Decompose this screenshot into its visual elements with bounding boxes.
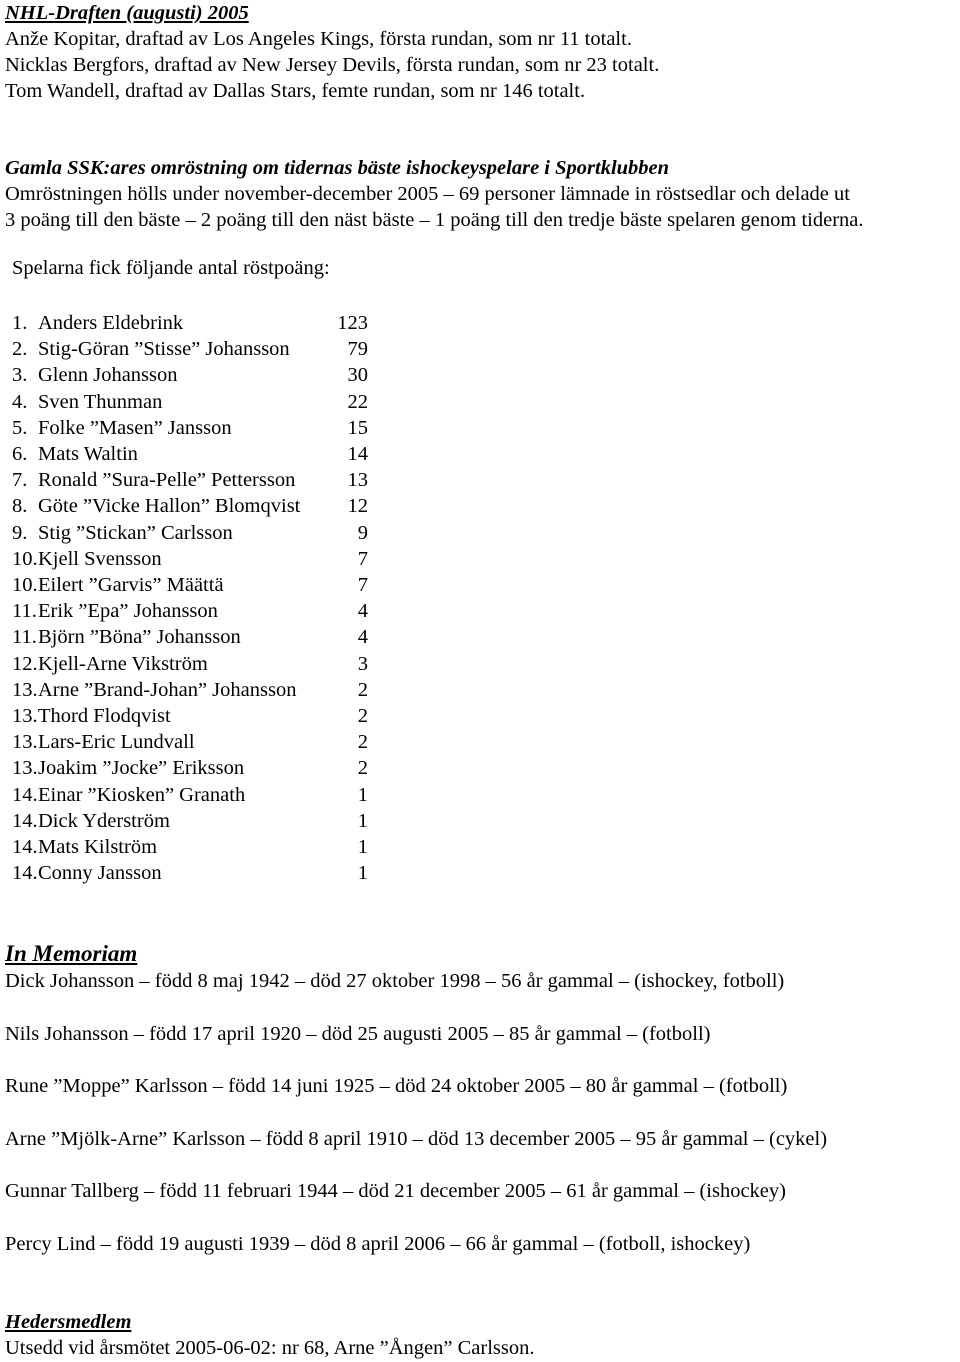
ranking-list: [12, 310, 372, 886]
ranking-row: [12, 598, 372, 624]
ranking-player-name: Einar ”Kiosken” Granath: [38, 783, 246, 806]
ranking-points: 2: [357, 705, 368, 728]
ranking-row: [12, 520, 372, 546]
ranking-player-name: Stig-Göran ”Stisse” Johansson: [38, 338, 290, 361]
ranking-position: 13.: [12, 705, 38, 728]
memoriam-section: [5, 940, 955, 1283]
ranking-position: 14.: [12, 783, 38, 806]
ranking-row: [12, 493, 372, 519]
ranking-player-name: Mats Kilström: [38, 836, 158, 859]
ranking-position: 10.: [12, 574, 38, 597]
poll-description-line-1: Omröstningen hölls under november-december 2005 – 69 personer lämnade in röstsedlar och delade ut: [5, 183, 850, 205]
memoriam-entry: Gunnar Tallberg – född 11 februari 1944 – död 21 december 2005 – 61 år gammal – (ishockey): [5, 1180, 786, 1202]
ranking-position: 14.: [12, 862, 38, 885]
ranking-row: [12, 624, 372, 650]
ranking-player-name: Dick Yderström: [38, 809, 170, 832]
ranking-points: 1: [357, 862, 368, 885]
ranking-position: 13.: [12, 757, 38, 780]
ranking-row: [12, 782, 372, 808]
ranking-points: 1: [357, 809, 368, 832]
ranking-row: [12, 310, 372, 336]
honorary-section: [5, 1309, 535, 1361]
ranking-player-name: Björn ”Böna” Johansson: [38, 626, 241, 649]
poll-description: [5, 181, 955, 233]
ranking-points: 2: [357, 731, 368, 754]
memoriam-entry: Nils Johansson – född 17 april 1920 – död 25 augusti 2005 – 85 år gammal – (fotboll): [5, 1022, 711, 1045]
ranking-player-name: Arne ”Brand-Johan” Johansson: [38, 678, 297, 701]
ranking-player-name: Mats Waltin: [38, 443, 138, 466]
ranking-position: 11.: [12, 626, 37, 649]
ranking-row: [12, 546, 372, 572]
memoriam-entry: Dick Johansson – född 8 maj 1942 – död 27 oktober 1998 – 56 år gammal – (ishockey, fotboll): [5, 970, 785, 992]
ranking-points: 22: [347, 390, 368, 413]
ranking-player-name: Joakim ”Jocke” Eriksson: [38, 757, 245, 780]
ranking-points: 14: [347, 443, 368, 466]
ranking-player-name: Thord Flodqvist: [38, 705, 171, 728]
honorary-text: Utsedd vid årsmötet 2005-06-02: nr 68, Arne ”Ången” Carlsson.: [5, 1337, 535, 1359]
ranking-player-name: Eilert ”Garvis” Määttä: [38, 574, 224, 597]
poll-title: Gamla SSK:ares omröstning om tidernas bäste ishockeyspelare i Sportklubben: [5, 157, 670, 179]
draft-line: Nicklas Bergfors, draftad av New Jersey Devils, första rundan, som nr 23 totalt.: [5, 54, 660, 76]
ranking-position: 7.: [12, 469, 28, 492]
poll-description-line-2: 3 poäng till den bäste – 2 poäng till den näst bäste – 1 poäng till den tredje bäste spelaren genom tiderna.: [5, 209, 864, 231]
ranking-row: [12, 441, 372, 467]
ranking-row: [12, 729, 372, 755]
memoriam-title: In Memoriam: [5, 941, 138, 966]
draft-section: [5, 0, 659, 104]
poll-section: [5, 155, 955, 281]
ranking-points: 30: [347, 364, 368, 387]
ranking-points: 4: [357, 600, 368, 623]
ranking-position: 2.: [12, 338, 28, 361]
ranking-player-name: Kjell Svensson: [38, 547, 162, 570]
ranking-position: 4.: [12, 390, 28, 413]
poll-subtitle: Spelarna fick följande antal röstpoäng:: [12, 257, 330, 279]
ranking-points: 7: [357, 574, 368, 597]
ranking-row: [12, 651, 372, 677]
ranking-player-name: Ronald ”Sura-Pelle” Pettersson: [38, 469, 296, 492]
ranking-row: [12, 362, 372, 388]
ranking-player-name: Stig ”Stickan” Carlsson: [38, 521, 233, 544]
ranking-player-name: Conny Jansson: [38, 862, 162, 885]
ranking-position: 9.: [12, 521, 28, 544]
ranking-position: 11.: [12, 600, 37, 623]
ranking-points: 4: [357, 626, 368, 649]
ranking-position: 1.: [12, 312, 28, 334]
ranking-points: 123: [337, 312, 368, 334]
memoriam-entry: Rune ”Moppe” Karlsson – född 14 juni 1925 – död 24 oktober 2005 – 80 år gammal – (fotboll): [5, 1075, 788, 1097]
ranking-points: 9: [357, 521, 368, 544]
memoriam-entry: Arne ”Mjölk-Arne” Karlsson – född 8 april 1910 – död 13 december 2005 – 95 år gammal – (cykel): [5, 1127, 828, 1150]
ranking-row: [12, 389, 372, 415]
ranking-player-name: Folke ”Masen” Jansson: [38, 416, 232, 439]
ranking-row: [12, 755, 372, 781]
ranking-row: [12, 677, 372, 703]
ranking-position: 3.: [12, 364, 28, 387]
ranking-player-name: Kjell-Arne Vikström: [38, 652, 208, 675]
ranking-row: [12, 703, 372, 729]
ranking-position: 14.: [12, 809, 38, 832]
ranking-points: 7: [357, 547, 368, 570]
ranking-row: [12, 415, 372, 441]
ranking-position: 13.: [12, 678, 38, 701]
ranking-player-name: Glenn Johansson: [38, 364, 178, 387]
ranking-points: 1: [357, 783, 368, 806]
ranking-position: 10.: [12, 547, 38, 570]
draft-line: Anže Kopitar, draftad av Los Angeles Kings, första rundan, som nr 11 totalt.: [5, 28, 632, 50]
ranking-points: 13: [347, 469, 368, 492]
ranking-points: 12: [347, 495, 368, 518]
ranking-points: 15: [347, 416, 368, 439]
memoriam-entry: Percy Lind – född 19 augusti 1939 – död 8 april 2006 – 66 år gammal – (fotboll, ishockey): [5, 1232, 751, 1255]
ranking-points: 2: [357, 678, 368, 701]
ranking-player-name: Lars-Eric Lundvall: [38, 731, 195, 754]
ranking-points: 2: [357, 757, 368, 780]
ranking-player-name: Erik ”Epa” Johansson: [38, 600, 218, 623]
ranking-player-name: Göte ”Vicke Hallon” Blomqvist: [38, 495, 301, 518]
ranking-row: [12, 808, 372, 834]
draft-title: NHL-Draften (augusti) 2005: [5, 2, 249, 24]
ranking-position: 13.: [12, 731, 38, 754]
ranking-points: 79: [347, 338, 368, 361]
ranking-points: 1: [357, 836, 368, 859]
memoriam-list: [5, 968, 955, 1257]
ranking-row: [12, 572, 372, 598]
ranking-player-name: Anders Eldebrink: [38, 312, 184, 334]
ranking-position: 14.: [12, 836, 38, 859]
ranking-points: 3: [357, 652, 368, 675]
ranking-position: 12.: [12, 652, 38, 675]
ranking-position: 5.: [12, 416, 28, 439]
ranking-row: [12, 860, 372, 886]
honorary-title: Hedersmedlem: [5, 1311, 132, 1333]
ranking-position: 8.: [12, 495, 28, 518]
ranking-row: [12, 336, 372, 362]
ranking-player-name: Sven Thunman: [38, 390, 163, 413]
ranking-row: [12, 467, 372, 493]
draft-line: Tom Wandell, draftad av Dallas Stars, femte rundan, som nr 146 totalt.: [5, 80, 586, 102]
ranking-position: 6.: [12, 443, 28, 466]
ranking-row: [12, 834, 372, 860]
